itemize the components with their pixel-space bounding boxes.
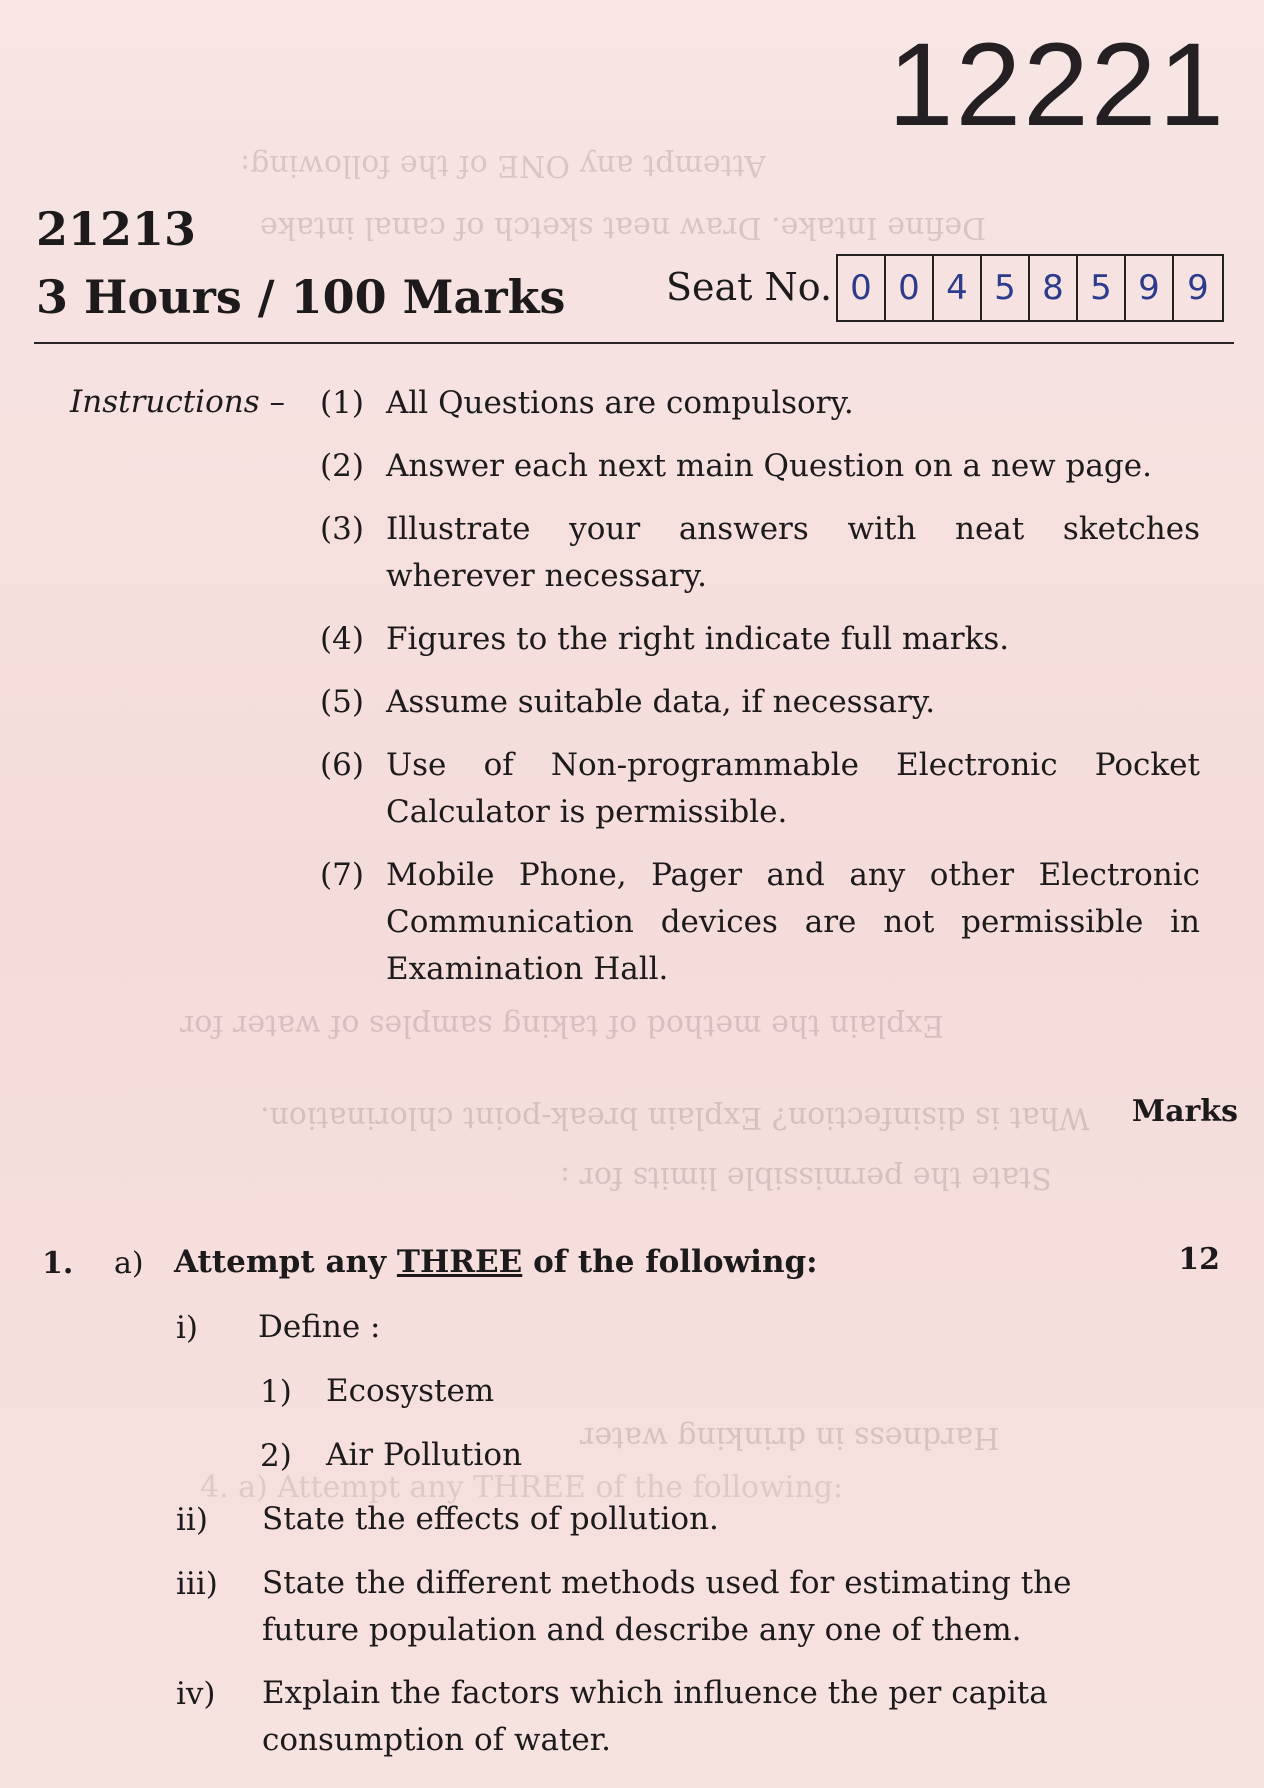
instruction-text: Assume suitable data, if necessary. [386,684,936,720]
part-heading [174,1244,818,1280]
instruction-item [320,380,1200,427]
subpart-text: Ecosystem [326,1373,495,1409]
instruction-text: Use of Non-programmable Electronic Pocket Calculator is permissible. [386,747,1200,830]
part-marks: 12 [1178,1242,1220,1277]
instruction-number: (4) [320,621,364,657]
instruction-number: (1) [320,385,364,421]
instruction-number: (6) [320,747,364,783]
subpart-label: iv) [176,1676,216,1712]
instruction-item [320,443,1200,490]
seat-digit: 9 [1126,256,1174,320]
question-number: 1. [42,1246,74,1281]
subpart-label: iii) [176,1566,218,1602]
subpart-label: 2) [260,1438,292,1474]
header-divider [34,342,1234,344]
part-heading-suffix: of the following: [522,1244,818,1280]
instruction-number: (7) [320,857,364,893]
instruction-item [320,679,1200,726]
show-through-text: Hardness in drinking water [580,1420,1000,1455]
instructions-list [320,380,1200,1009]
seat-number-boxes [836,254,1224,322]
show-through-text: Attempt any ONE of the following: [240,148,766,183]
subpart-text: Air Pollution [326,1437,523,1473]
subject-code: 21213 [36,202,197,256]
part-heading-emphasis: THREE [396,1244,523,1280]
part-label: a) [114,1246,144,1281]
seat-digit: 4 [934,256,982,320]
marks-column-header: Marks [1131,1094,1238,1129]
instructions-label: Instructions – [70,384,285,420]
show-through-text: What is disinfection? Explain break-point chlorination. [260,1100,1090,1135]
instruction-text: Mobile Phone, Pager and any other Electronic Communication devices are not permissible in Examination Hall. [386,857,1200,987]
seat-digit: 0 [838,256,886,320]
paper-code: 12221 [887,19,1226,151]
show-through-text: State the permissible limits for : [560,1160,1052,1195]
subpart-text: Explain the factors which influence the per capita consumption of water. [262,1675,1048,1758]
seat-digit: 5 [1078,256,1126,320]
subpart-text: Define : [258,1309,381,1345]
instruction-item [320,616,1200,663]
instruction-text: Illustrate your answers with neat sketches wherever necessary. [386,511,1200,594]
show-through-text: Explain the method of taking samples of water for [180,1008,945,1043]
instruction-number: (5) [320,684,364,720]
instruction-text: Figures to the right indicate full marks. [386,621,1010,657]
duration-marks: 3 Hours / 100 Marks [36,270,566,324]
subpart-text: State the different methods used for estimating the future population and describe any one of them. [262,1565,1072,1648]
instruction-number: (3) [320,511,364,547]
subpart-label: ii) [176,1502,208,1538]
part-heading-prefix: Attempt any [174,1244,397,1280]
instruction-text: All Questions are compulsory. [386,385,854,421]
instruction-number: (2) [320,448,364,484]
seat-digit: 0 [886,256,934,320]
seat-number-label: Seat No. [666,265,833,309]
subpart-label: i) [176,1310,199,1346]
seat-digit: 8 [1030,256,1078,320]
show-through-text: 4. a) Attempt any THREE of the following: [200,1470,844,1505]
show-through-text: Define Intake. Draw neat sketch of canal intake [260,210,987,245]
instruction-item [320,852,1200,993]
instruction-item [320,742,1200,836]
seat-digit: 9 [1187,268,1209,308]
subpart-label: 1) [260,1374,292,1410]
subpart-text: State the effects of pollution. [262,1501,719,1537]
instruction-item [320,506,1200,600]
instruction-text: Answer each next main Question on a new page. [386,448,1152,484]
seat-digit: 5 [982,256,1030,320]
